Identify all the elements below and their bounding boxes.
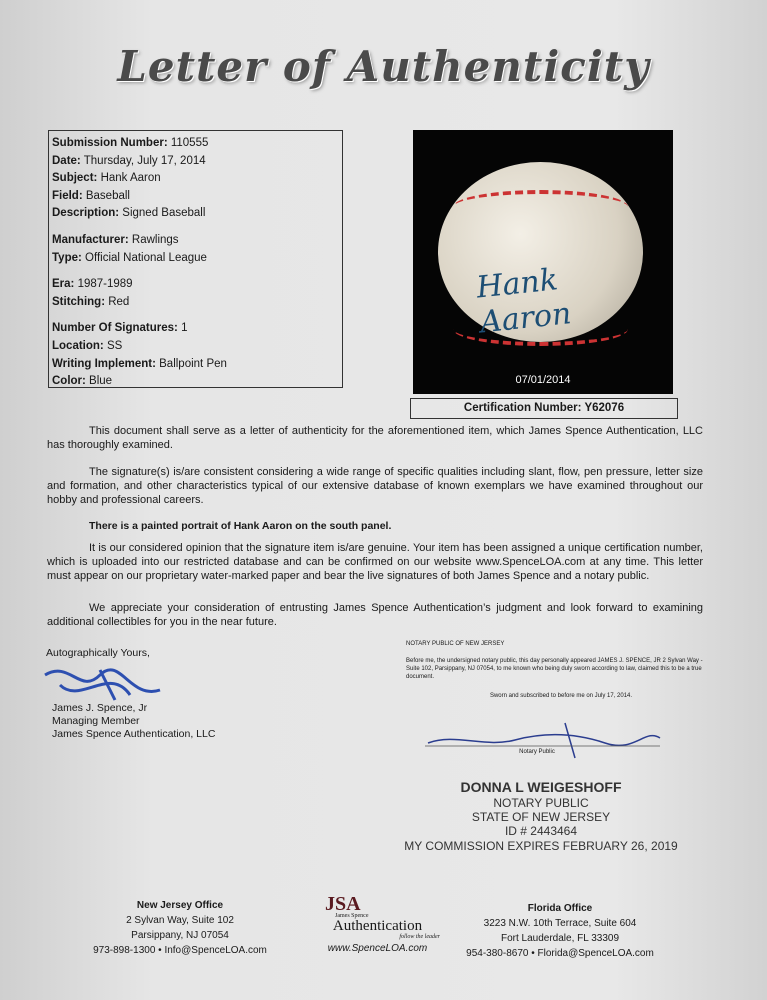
detail-row — [52, 356, 339, 374]
paragraph-3: It is our considered opinion that the signature item is/are genuine. Your item has been assigned a unique certification number, which is uploaded into our restricted database and can be confirmed on our website www.SpenceLOA.com at any time. This letter must appear on our proprietary water-marked paper and bear the live signatures of both James Spence and a notary public. — [47, 542, 703, 582]
baseball-photo — [413, 130, 673, 394]
detail-row — [52, 373, 339, 391]
notary-header: NOTARY PUBLIC OF NEW JERSEY — [406, 641, 505, 647]
detail-value: Thursday, July 17, 2014 — [80, 154, 206, 167]
notary-signature-icon — [425, 718, 665, 763]
nj-office-contact: 973-898-1300 • Info@SpenceLOA.com — [93, 945, 267, 956]
detail-value: 1987-1989 — [74, 278, 133, 291]
jsa-logo-auth: Authentication — [332, 918, 423, 934]
detail-row — [52, 170, 339, 188]
notary-expires: MY COMMISSION EXPIRES FEBRUARY 26, 2019 — [404, 839, 678, 853]
detail-value: 110555 — [167, 137, 209, 149]
nj-office-line2: Parsippany, NJ 07054 — [131, 930, 229, 941]
detail-label: Field: — [52, 189, 83, 202]
signer-name: James J. Spence, Jr — [52, 702, 148, 714]
detail-row — [52, 276, 339, 294]
baseball-image — [438, 162, 643, 342]
notary-body: Before me, the undersigned notary public, this day personally appeared JAMES J. SPENCE, JR 2 Sylvan Way - Suite 102, Parsippany, NJ 07054, to me known who being duly sworn according to law, claimed this to be a true document. — [406, 658, 703, 680]
detail-label: Era: — [52, 278, 75, 291]
detail-value: Signed Baseball — [119, 207, 206, 220]
detail-label: Color: — [52, 375, 86, 388]
detail-row — [52, 188, 339, 206]
notary-sig-label: Notary Public — [519, 749, 555, 755]
detail-value: Blue — [85, 375, 113, 388]
notary-title: NOTARY PUBLIC — [493, 796, 589, 810]
fl-office-title: Florida Office — [527, 903, 593, 914]
detail-label: Submission Number: — [52, 137, 168, 149]
spacer — [52, 223, 339, 232]
jsa-logo-tag: follow the leader — [399, 934, 440, 940]
website-link[interactable]: www.SpenceLOA.com — [327, 943, 428, 954]
paragraph-1: This document shall serve as a letter of authenticity for the aforementioned item, which James Spence Authentication, LLC has thoroughly examined. — [47, 425, 703, 451]
detail-value: Baseball — [82, 189, 130, 202]
item-note: There is a painted portrait of Hank Aaron on the south panel. — [89, 520, 392, 532]
detail-row — [52, 338, 339, 356]
signer-role: Managing Member — [52, 715, 140, 727]
fl-office-contact: 954-380-8670 • Florida@SpenceLOA.com — [466, 948, 654, 959]
detail-row — [52, 153, 339, 171]
detail-row — [52, 250, 339, 268]
notary-sworn: Sworn and subscribed to before me on July 17, 2014. — [489, 693, 633, 699]
detail-value: Red — [105, 295, 130, 308]
closing: Autographically Yours, — [46, 647, 150, 659]
baseball-signature: Hank Aaron — [474, 262, 573, 341]
detail-label: Manufacturer: — [52, 233, 129, 246]
signer-company: James Spence Authentication, LLC — [52, 728, 216, 740]
spacer — [52, 311, 339, 320]
paragraph-2: The signature(s) is/are consistent considering a wide range of specific qualities including slant, flow, pen pressure, letter size and formation, and other characteristics typical of our extensive database of known exemplars we have examined throughout our hobby and professional careers. — [47, 466, 703, 506]
notary-name: DONNA L WEIGESHOFF — [460, 779, 622, 795]
jsa-logo — [315, 895, 440, 954]
fl-office-line2: Fort Lauderdale, FL 33309 — [500, 933, 620, 944]
photo-date: 07/01/2014 — [515, 374, 571, 386]
jsa-logo-sub: James Spence — [335, 913, 369, 919]
nj-office — [70, 898, 290, 958]
fl-office-line1: 3223 N.W. 10th Terrace, Suite 604 — [483, 918, 637, 929]
paragraph-4: We appreciate your consideration of entrusting James Spence Authentication’s judgment and look forward to examining additional collectibles for you in the near future. — [47, 602, 703, 628]
detail-label: Location: — [52, 339, 104, 352]
stitching-top — [453, 190, 628, 224]
detail-value: 1 — [177, 322, 188, 335]
detail-label: Stitching: — [52, 295, 106, 308]
detail-value: SS — [103, 339, 123, 352]
notary-id: ID # 2443464 — [504, 824, 578, 838]
detail-row — [52, 232, 339, 250]
detail-value: Ballpoint Pen — [155, 357, 227, 370]
detail-row — [52, 294, 339, 312]
detail-label: Type: — [52, 251, 82, 264]
notary-state: STATE OF NEW JERSEY — [471, 810, 611, 824]
detail-label: Number Of Signatures: — [52, 322, 178, 335]
detail-label: Writing Implement: — [52, 357, 156, 370]
certification-number: Certification Number: Y62076 — [410, 398, 678, 419]
detail-value: Rawlings — [128, 233, 179, 246]
detail-row — [52, 205, 339, 223]
jsa-logo-text: JSA — [325, 893, 361, 915]
detail-row — [52, 135, 339, 153]
detail-value: Official National League — [81, 251, 207, 264]
nj-office-line1: 2 Sylvan Way, Suite 102 — [126, 915, 234, 926]
fl-office — [445, 901, 675, 961]
detail-label: Date: — [52, 154, 81, 167]
item-details-box — [48, 130, 343, 388]
nj-office-title: New Jersey Office — [136, 900, 224, 911]
detail-label: Subject: — [52, 172, 98, 185]
detail-value: Hank Aaron — [97, 172, 161, 185]
detail-label: Description: — [52, 207, 120, 220]
page-title: Letter of Authenticity — [117, 42, 650, 91]
detail-row — [52, 320, 339, 338]
spacer — [52, 267, 339, 276]
